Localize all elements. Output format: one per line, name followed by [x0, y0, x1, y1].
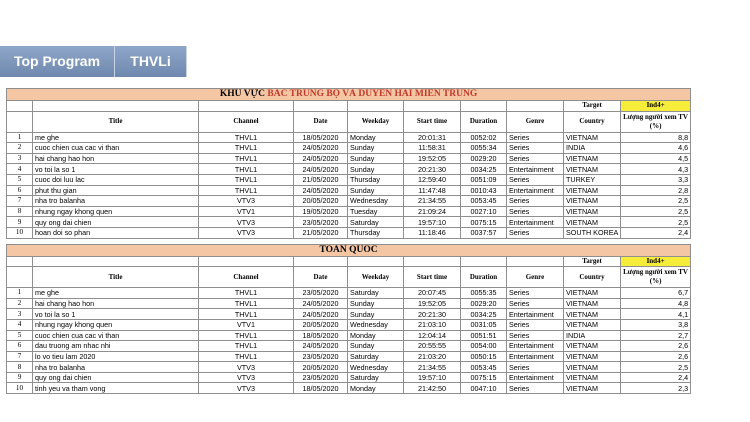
channel-cell: THVL1 [199, 164, 294, 175]
tab-bar [0, 46, 187, 77]
viewers-cell: 2,3 [621, 383, 691, 394]
target-label: Target [564, 256, 621, 267]
section2-rows [7, 288, 691, 394]
channel-cell: VTV3 [199, 196, 294, 207]
weekday-cell: Saturday [348, 217, 404, 228]
country-cell: VIETNAM [564, 319, 621, 330]
date-cell: 24/05/2020 [294, 143, 348, 154]
table-row [7, 288, 691, 299]
table-row [7, 383, 691, 394]
channel-cell: THVL1 [199, 143, 294, 154]
date-cell: 23/05/2020 [294, 351, 348, 362]
section2-title: TOÀN QUỐC [7, 244, 691, 256]
channel-cell: THVL1 [199, 298, 294, 309]
rank-cell: 6 [7, 341, 33, 352]
col-genre: Genre [507, 267, 564, 288]
table-row [7, 153, 691, 164]
duration-cell: 0034:25 [461, 164, 507, 175]
date-cell: 24/05/2020 [294, 164, 348, 175]
country-cell: VIETNAM [564, 383, 621, 394]
start-time-cell: 20:21:30 [404, 309, 461, 320]
start-time-cell: 21:03:10 [404, 319, 461, 330]
table-row [7, 309, 691, 320]
table-row [7, 341, 691, 352]
title-cell: hoan doi so phan [33, 227, 199, 238]
rank-cell: 9 [7, 372, 33, 383]
rank-cell: 9 [7, 217, 33, 228]
start-time-cell: 19:57:10 [404, 372, 461, 383]
genre-cell: Series [507, 288, 564, 299]
date-cell: 23/05/2020 [294, 288, 348, 299]
genre-cell: Entertainment [507, 309, 564, 320]
duration-cell: 0052:02 [461, 132, 507, 143]
rank-cell: 5 [7, 330, 33, 341]
country-cell: VIETNAM [564, 362, 621, 373]
viewers-cell: 2,7 [621, 330, 691, 341]
viewers-cell: 4,1 [621, 309, 691, 320]
section1-title: KHU VỰC BẮC TRUNG BỘ VÀ DUYÊN HẢI MIỀN TRUNG [7, 89, 691, 101]
date-cell: 24/05/2020 [294, 185, 348, 196]
table-row [7, 372, 691, 383]
genre-cell: Series [507, 362, 564, 373]
col-date: Date [294, 267, 348, 288]
table-row [7, 319, 691, 330]
viewers-cell: 4,8 [621, 298, 691, 309]
weekday-cell: Sunday [348, 153, 404, 164]
start-time-cell: 21:03:20 [404, 351, 461, 362]
table-row [7, 185, 691, 196]
country-cell: VIETNAM [564, 288, 621, 299]
title-cell: quy ong dai chien [33, 217, 199, 228]
title-cell: cuoc doi luu lac [33, 174, 199, 185]
country-cell: VIETNAM [564, 351, 621, 362]
country-cell: VIETNAM [564, 372, 621, 383]
weekday-cell: Wednesday [348, 319, 404, 330]
tab-top-program[interactable]: Top Program [0, 46, 115, 77]
duration-cell: 0055:35 [461, 288, 507, 299]
date-cell: 18/05/2020 [294, 330, 348, 341]
title-cell: lo vo tieu lam 2020 [33, 351, 199, 362]
duration-cell: 0051:51 [461, 330, 507, 341]
weekday-cell: Thursday [348, 227, 404, 238]
duration-cell: 0053:45 [461, 362, 507, 373]
tab-thvli[interactable]: THVLi [115, 46, 187, 77]
title-cell: tinh yeu va tham vong [33, 383, 199, 394]
country-cell: VIETNAM [564, 153, 621, 164]
viewers-cell: 3,3 [621, 174, 691, 185]
date-cell: 18/05/2020 [294, 383, 348, 394]
weekday-cell: Thursday [348, 174, 404, 185]
date-cell: 21/05/2020 [294, 174, 348, 185]
start-time-cell: 19:57:10 [404, 217, 461, 228]
col-channel: Channel [199, 111, 294, 132]
weekday-cell: Wednesday [348, 196, 404, 207]
table-row [7, 164, 691, 175]
weekday-cell: Monday [348, 132, 404, 143]
viewers-cell: 2,4 [621, 227, 691, 238]
duration-cell: 0075:15 [461, 217, 507, 228]
ind4-label: Ind4+ [621, 256, 691, 267]
weekday-cell: Tuesday [348, 206, 404, 217]
duration-cell: 0027:10 [461, 206, 507, 217]
genre-cell: Entertainment [507, 341, 564, 352]
start-time-cell: 11:47:48 [404, 185, 461, 196]
start-time-cell: 20:21:30 [404, 164, 461, 175]
weekday-cell: Wednesday [348, 362, 404, 373]
genre-cell: Series [507, 330, 564, 341]
table-row [7, 217, 691, 228]
weekday-cell: Sunday [348, 341, 404, 352]
country-cell: VIETNAM [564, 341, 621, 352]
rank-cell: 10 [7, 227, 33, 238]
title-cell: cuoc chien cua cac vi than [33, 330, 199, 341]
country-cell: VIETNAM [564, 164, 621, 175]
rank-cell: 1 [7, 288, 33, 299]
start-time-cell: 20:07:45 [404, 288, 461, 299]
col-date: Date [294, 111, 348, 132]
start-time-cell: 12:59:40 [404, 174, 461, 185]
title-cell: nha tro balanha [33, 196, 199, 207]
start-time-cell: 20:55:55 [404, 341, 461, 352]
title-cell: vo toi la so 1 [33, 309, 199, 320]
title-cell: quy ong dai chien [33, 372, 199, 383]
target-label: Target [564, 101, 621, 112]
viewers-cell: 8,8 [621, 132, 691, 143]
viewers-cell: 2,4 [621, 372, 691, 383]
viewers-cell: 2,5 [621, 196, 691, 207]
rank-cell: 8 [7, 362, 33, 373]
table-row [7, 298, 691, 309]
genre-cell: Entertainment [507, 372, 564, 383]
duration-cell: 0055:34 [461, 143, 507, 154]
viewers-cell: 3,8 [621, 319, 691, 330]
title-cell: nhung ngay khong quen [33, 206, 199, 217]
genre-cell: Series [507, 174, 564, 185]
ratings-sheet [6, 88, 690, 394]
section1-header-row [7, 111, 691, 132]
duration-cell: 0075:15 [461, 372, 507, 383]
rank-cell: 5 [7, 174, 33, 185]
country-cell: VIETNAM [564, 217, 621, 228]
viewers-cell: 2,5 [621, 206, 691, 217]
col-country: Country [564, 267, 621, 288]
weekday-cell: Sunday [348, 143, 404, 154]
country-cell: SOUTH KOREA [564, 227, 621, 238]
date-cell: 19/05/2020 [294, 206, 348, 217]
channel-cell: THVL1 [199, 174, 294, 185]
date-cell: 24/05/2020 [294, 341, 348, 352]
date-cell: 21/05/2020 [294, 227, 348, 238]
table-row [7, 196, 691, 207]
start-time-cell: 21:09:24 [404, 206, 461, 217]
channel-cell: THVL1 [199, 330, 294, 341]
channel-cell: VTV3 [199, 383, 294, 394]
channel-cell: VTV1 [199, 319, 294, 330]
col-duration: Duration [461, 111, 507, 132]
table-row [7, 351, 691, 362]
rank-cell: 4 [7, 164, 33, 175]
weekday-cell: Sunday [348, 185, 404, 196]
col-title: Title [33, 111, 199, 132]
title-cell: cuoc chien cua cac vi than [33, 143, 199, 154]
section1-rows [7, 132, 691, 238]
weekday-cell: Monday [348, 330, 404, 341]
weekday-cell: Saturday [348, 351, 404, 362]
channel-cell: THVL1 [199, 153, 294, 164]
title-cell: me ghe [33, 288, 199, 299]
title-cell: hai chang hao hon [33, 153, 199, 164]
weekday-cell: Saturday [348, 288, 404, 299]
col-viewers: Lượng người xem TV (%) [621, 267, 691, 288]
col-channel: Channel [199, 267, 294, 288]
duration-cell: 0037:57 [461, 227, 507, 238]
channel-cell: THVL1 [199, 309, 294, 320]
rank-cell: 4 [7, 319, 33, 330]
channel-cell: VTV3 [199, 227, 294, 238]
title-cell: dau truong am nhac nhi [33, 341, 199, 352]
rank-cell: 7 [7, 196, 33, 207]
rank-cell: 1 [7, 132, 33, 143]
rank-cell: 10 [7, 383, 33, 394]
channel-cell: VTV3 [199, 217, 294, 228]
viewers-cell: 2,6 [621, 341, 691, 352]
col-country: Country [564, 111, 621, 132]
start-time-cell: 11:58:31 [404, 143, 461, 154]
table-row [7, 362, 691, 373]
date-cell: 23/05/2020 [294, 217, 348, 228]
table-row [7, 330, 691, 341]
genre-cell: Series [507, 143, 564, 154]
genre-cell: Series [507, 298, 564, 309]
country-cell: INDIA [564, 143, 621, 154]
table-row [7, 206, 691, 217]
duration-cell: 0010:43 [461, 185, 507, 196]
date-cell: 20/05/2020 [294, 319, 348, 330]
channel-cell: THVL1 [199, 288, 294, 299]
col-duration: Duration [461, 267, 507, 288]
start-time-cell: 21:34:55 [404, 362, 461, 373]
ind4-label: Ind4+ [621, 101, 691, 112]
duration-cell: 0031:05 [461, 319, 507, 330]
date-cell: 24/05/2020 [294, 309, 348, 320]
genre-cell: Series [507, 319, 564, 330]
date-cell: 20/05/2020 [294, 196, 348, 207]
viewers-cell: 4,5 [621, 153, 691, 164]
duration-cell: 0034:25 [461, 309, 507, 320]
col-weekday: Weekday [348, 111, 404, 132]
country-cell: VIETNAM [564, 132, 621, 143]
section1-target-row [7, 101, 691, 112]
genre-cell: Series [507, 153, 564, 164]
channel-cell: THVL1 [199, 132, 294, 143]
start-time-cell: 11:18:46 [404, 227, 461, 238]
duration-cell: 0029:20 [461, 153, 507, 164]
channel-cell: THVL1 [199, 185, 294, 196]
country-cell: INDIA [564, 330, 621, 341]
genre-cell: Series [507, 196, 564, 207]
col-start: Start time [404, 267, 461, 288]
title-cell: nhung ngay khong quen [33, 319, 199, 330]
channel-cell: THVL1 [199, 341, 294, 352]
genre-cell: Series [507, 383, 564, 394]
genre-cell: Entertainment [507, 185, 564, 196]
channel-cell: VTV3 [199, 362, 294, 373]
date-cell: 18/05/2020 [294, 132, 348, 143]
viewers-cell: 2,8 [621, 185, 691, 196]
table-row [7, 227, 691, 238]
country-cell: VIETNAM [564, 196, 621, 207]
start-time-cell: 20:01:31 [404, 132, 461, 143]
weekday-cell: Monday [348, 383, 404, 394]
section2-title-row [7, 244, 691, 256]
start-time-cell: 21:42:50 [404, 383, 461, 394]
col-viewers: Lượng người xem TV (%) [621, 111, 691, 132]
weekday-cell: Saturday [348, 372, 404, 383]
rank-cell: 7 [7, 351, 33, 362]
col-title: Title [33, 267, 199, 288]
genre-cell: Entertainment [507, 217, 564, 228]
rank-cell: 2 [7, 143, 33, 154]
country-cell: VIETNAM [564, 298, 621, 309]
duration-cell: 0029:20 [461, 298, 507, 309]
viewers-cell: 2,5 [621, 362, 691, 373]
viewers-cell: 4,3 [621, 164, 691, 175]
ratings-table [6, 88, 691, 394]
rank-cell: 3 [7, 309, 33, 320]
duration-cell: 0054:00 [461, 341, 507, 352]
country-cell: VIETNAM [564, 185, 621, 196]
duration-cell: 0051:09 [461, 174, 507, 185]
col-genre: Genre [507, 111, 564, 132]
title-cell: nha tro balanha [33, 362, 199, 373]
table-row [7, 174, 691, 185]
col-start: Start time [404, 111, 461, 132]
date-cell: 23/05/2020 [294, 372, 348, 383]
viewers-cell: 4,6 [621, 143, 691, 154]
date-cell: 24/05/2020 [294, 298, 348, 309]
title-cell: hai chang hao hon [33, 298, 199, 309]
start-time-cell: 19:52:05 [404, 298, 461, 309]
title-cell: phut thu gian [33, 185, 199, 196]
start-time-cell: 12:04:14 [404, 330, 461, 341]
rank-cell: 3 [7, 153, 33, 164]
weekday-cell: Sunday [348, 309, 404, 320]
genre-cell: Entertainment [507, 351, 564, 362]
genre-cell: Series [507, 206, 564, 217]
channel-cell: VTV1 [199, 206, 294, 217]
date-cell: 24/05/2020 [294, 153, 348, 164]
col-weekday: Weekday [348, 267, 404, 288]
viewers-cell: 2,6 [621, 351, 691, 362]
channel-cell: VTV3 [199, 372, 294, 383]
weekday-cell: Sunday [348, 164, 404, 175]
section1-title-row [7, 89, 691, 101]
rank-cell: 2 [7, 298, 33, 309]
table-row [7, 143, 691, 154]
genre-cell: Entertainment [507, 164, 564, 175]
rank-cell: 6 [7, 185, 33, 196]
genre-cell: Series [507, 227, 564, 238]
duration-cell: 0053:45 [461, 196, 507, 207]
title-cell: vo toi la so 1 [33, 164, 199, 175]
genre-cell: Series [507, 132, 564, 143]
country-cell: VIETNAM [564, 206, 621, 217]
start-time-cell: 19:52:05 [404, 153, 461, 164]
duration-cell: 0050:15 [461, 351, 507, 362]
viewers-cell: 2,5 [621, 217, 691, 228]
country-cell: VIETNAM [564, 309, 621, 320]
date-cell: 20/05/2020 [294, 362, 348, 373]
table-row [7, 132, 691, 143]
duration-cell: 0047:10 [461, 383, 507, 394]
weekday-cell: Sunday [348, 298, 404, 309]
rank-cell: 8 [7, 206, 33, 217]
start-time-cell: 21:34:55 [404, 196, 461, 207]
title-cell: me ghe [33, 132, 199, 143]
section2-target-row [7, 256, 691, 267]
country-cell: TURKEY [564, 174, 621, 185]
section2-header-row [7, 267, 691, 288]
viewers-cell: 6,7 [621, 288, 691, 299]
channel-cell: THVL1 [199, 351, 294, 362]
